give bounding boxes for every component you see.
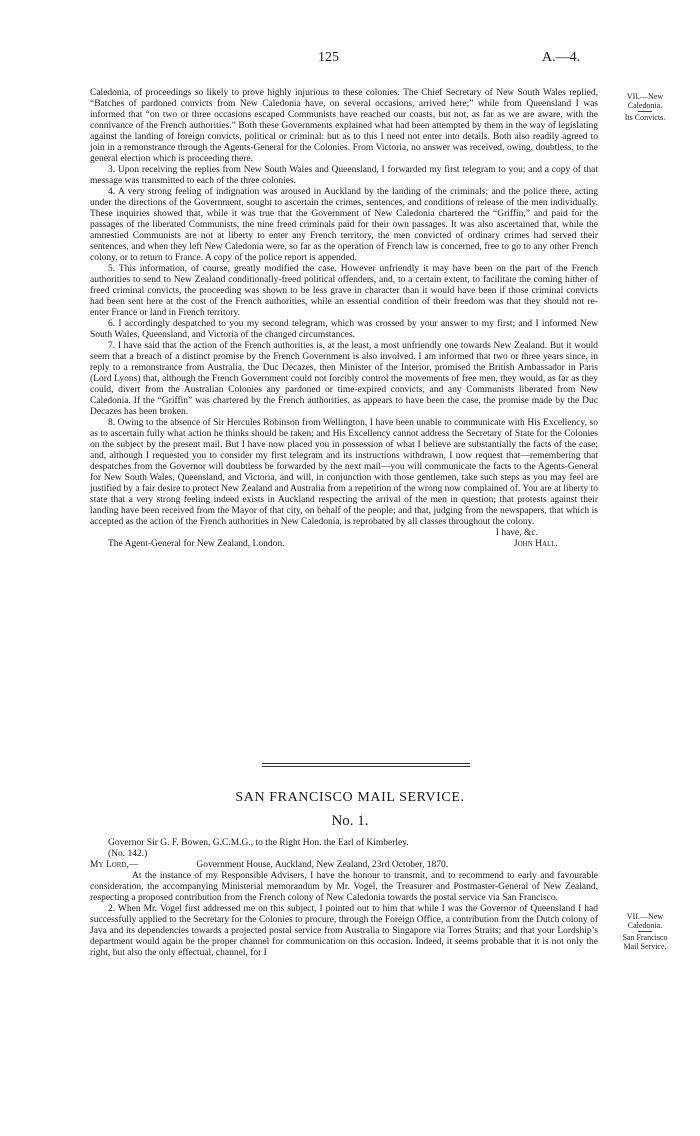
despatch-body [90, 838, 598, 959]
despatch-heading: Governor Sir G. F. Bowen, G.C.M.G., to the Right Hon. the Earl of Kimberley. [108, 838, 409, 848]
despatch-number: (No. 142.) [108, 849, 148, 859]
margin-note-line: Caledonia. [627, 101, 663, 110]
paragraph: At the instance of my Responsible Advisers, I have the honour to transmit, and to recommend to early and favourable consideration, the accompanying Ministerial memorandum by Mr. Vogel, the Treasurer and Postmaster-General of New Zealand, respecting a proposed contribution from the French colony of New Caledonia towards the postal service via San Francisco. [90, 871, 598, 903]
paragraph: 4. A very strong feeling of indignation was aroused in Auckland by the landing of the criminals; and the police there, acting under the directions of the Government, sought to ascertain the crimes, sentences, and conditions of release of the men individually. These inquiries showed that, while it was true that the Government of New Caledonia chartered the “Griffin,” and paid for the passages of the liberated Communists, the nine freed criminals paid for their own passages. It was also ascertained that, while the amnestied Communists are not at liberty to enter any French territory, the men convicted of ordinary crimes had served their sentences, and when they left New Caledonia were, so far as the operation of French law is concerned, free to go to any other French colony, or to return to France. A copy of the police report is appended. [90, 187, 598, 263]
signature-line [90, 539, 598, 550]
page-reference: A.—4. [542, 50, 581, 65]
margin-note-line: Mail Service. [623, 942, 667, 951]
margin-note-line: Its Convicts. [624, 113, 666, 122]
margin-note-dash [638, 931, 652, 932]
paragraph: 6. I accordingly despatched to you my second telegram, which was crossed by your answer to my first; and I informed New South Wales, Queensland, and Victoria of the changed circumstances. [90, 319, 598, 340]
paragraph: 7. I have said that the action of the French authorities is, at the least, a most unfriendly one towards New Zealand. But it would seem that a breach of a distinct promise by the French Government is also involved. I am informed that two or three years since, in reply to a remonstrance from Australia, the Duc Decazes, then Minister of the Interior, promised the British Ambassador in Paris (Lord Lyons) that, although the French Government could not forcibly control the movements of free men, they would, as far as they could, divert from the Australian Colonies any pardoned or time-expired convicts, and any Communists liberated from New Caledonia. If the “Griffin” was chartered by the French authorities, as appears to have been the case, the promise made by the Duc Decazes has been broken. [90, 341, 598, 417]
paragraph: 3. Upon receiving the replies from New South Wales and Queensland, I forwarded my first telegram to you; and a copy of that message was transmitted to each of the three colonies. [90, 165, 598, 186]
margin-note-dash [638, 111, 652, 112]
address-date: Government House, Auckland, New Zealand, 23rd October, 1870. [196, 860, 449, 870]
closing: I have, &c. [495, 528, 538, 538]
letter-body [90, 88, 598, 550]
salutation: My Lord,— [90, 860, 139, 870]
section-number: No. 1. [331, 813, 369, 829]
paragraph: 2. When Mr. Vogel first addressed me on this subject, I pointed out to him that while I was the Governor of Queensland I had successfully applied to the Secretary for the Colonies to procure, through the Foreign Office, a contribution from the Dutch colony of Java and its dependencies towards a projected postal service from Australia to Singapore via Torres Straits; and that your Lordship’s department would again be the proper channel for communication on this occasion. Indeed, it seems probable that it is not only the right, but also the only effectual, channel, for I [90, 904, 598, 958]
signature: John Hall. [513, 539, 558, 549]
addressee: The Agent-General for New Zealand, London. [108, 539, 285, 549]
paragraph: Caledonia, of proceedings so likely to prove highly injurious to these colonies. The Chief Secretary of New South Wales replied, “Batches of pardoned convicts from New Caledonia have, on several occasions, arrived here;” while from Queensland I was informed that “on two or three occasions escaped Communists have reached our coasts, but not, as far as we are aware, with the connivance of the French authorities.” Both these Governments explained what had been attempted by them in the way of legislating against the landing of foreign convicts, political or criminal: but as to this I need not enter into details. Both also readily agreed to join in a remonstrance through the Agents-General for the Colonies. From Victoria, no answer was received, owing, doubtless, to the general election which is proceeding there. [90, 88, 598, 164]
page-number: 125 [318, 50, 339, 65]
margin-note-line: Caledonia. [627, 921, 663, 930]
section-title: SAN FRANCISCO MAIL SERVICE. [235, 790, 465, 805]
margin-note-mail-service [606, 912, 684, 951]
paragraph: 5. This information, of course, greatly modified the case. However unfriendly it may have been on the part of the French authorities to send to New Zealand conditionally-freed political offenders, and, to a certain extent, to facilitate the coming hither of freed criminal convicts, the proceeding was shown to be less grave in character than it would have been if those criminal convicts had been sent here at the cost of the French authorities, while an essential condition of their freedom was that they should not re-enter France or land in French territory. [90, 264, 598, 318]
margin-note-line: VII.—New [626, 912, 664, 921]
margin-note-convicts [606, 92, 684, 122]
salutation-line [90, 860, 598, 871]
section-divider [262, 763, 470, 767]
paragraph: 8. Owing to the absence of Sir Hercules Robinson from Wellington, I have been unable to communicate with His Excellency, so as to ascertain fully what action he thinks should be taken; and His Excellency cannot address the Secretary of State for the Colonies on the subject by the present mail. But I have now placed you in possession of what I believe are substantially the facts of the case; and, although I requested you to consider my first telegram and its instructions withdrawn, I now request that—remembering that despatches from the Governor will doubtless be forwarded by the next mail—you will communicate the facts to the Agents-General for New South Wales, Queensland, and Victoria, and will, in conjunction with those gentlemen, take such steps as you may feel are justified by a fair desire to protect New Zealand and Australia from a repetition of the wrong now complained of. You are at liberty to state that a very strong feeling indeed exists in Auckland respecting the arrival of the men in question; that protests against their landing have been received from the Mayor of that city, on behalf of the people; and that, judging from the newspapers, that which is accepted as the action of the French authorities in New Caledonia, is reprobated by all classes throughout the colony. [90, 418, 598, 527]
margin-note-line: VII.—New [626, 92, 664, 101]
margin-note-line: San Francisco [622, 933, 668, 942]
closing-line [90, 528, 598, 539]
